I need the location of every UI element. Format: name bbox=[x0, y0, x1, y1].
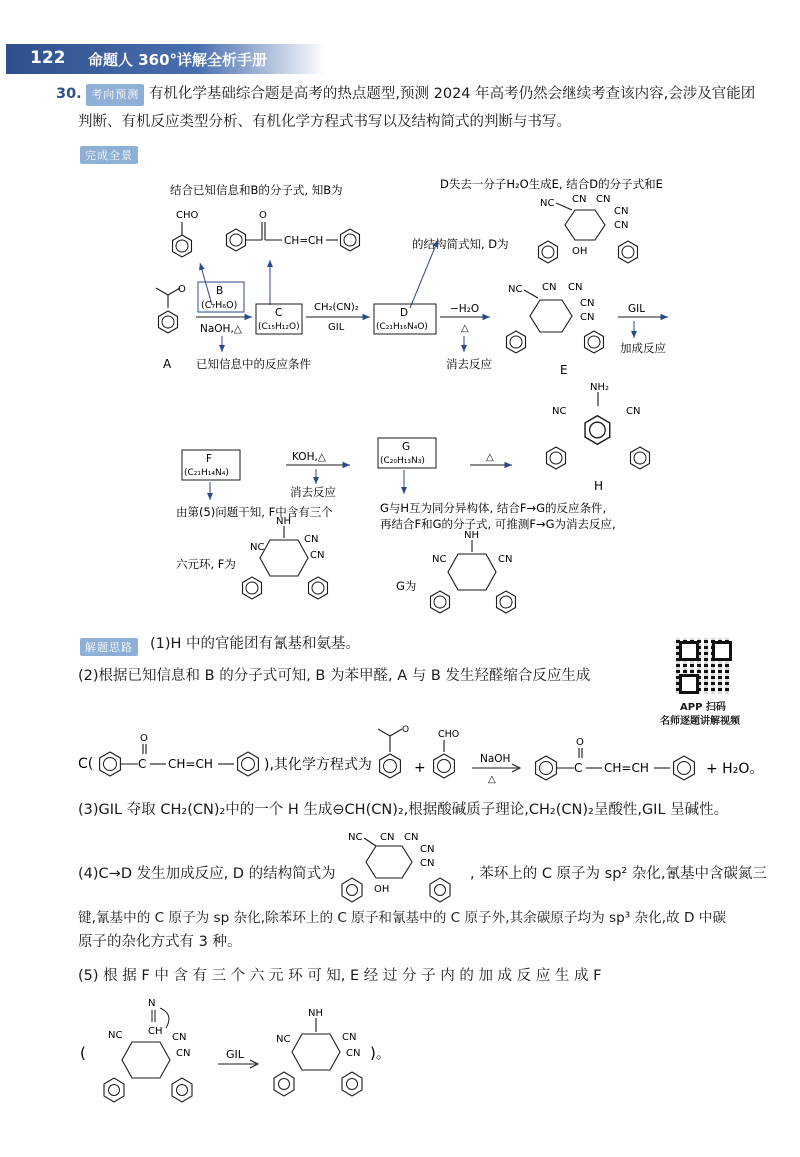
qr-caption-2: 名师逐题讲解视频 bbox=[660, 716, 740, 727]
analysis-tag: 解题思路 bbox=[80, 636, 138, 656]
svg-text:),其化学方程式为: ),其化学方程式为 bbox=[264, 757, 372, 773]
svg-text:NH₂: NH₂ bbox=[590, 382, 610, 393]
reagent-de: −H₂O bbox=[450, 303, 480, 315]
svg-text:CN: CN bbox=[404, 832, 419, 843]
svg-text:NC: NC bbox=[348, 832, 363, 843]
svg-text:(: ( bbox=[80, 1044, 86, 1062]
note-g-line-2: 再结合F和G的分子式, 可推测F→G为消去反应, bbox=[380, 517, 616, 531]
cond-a: NaOH,△ bbox=[200, 323, 242, 335]
d-structure-inline bbox=[330, 826, 470, 906]
svg-text:CN: CN bbox=[176, 1048, 191, 1059]
box-f-label: F bbox=[206, 453, 213, 465]
h-structure bbox=[547, 382, 650, 469]
svg-text:NC: NC bbox=[552, 406, 567, 417]
svg-text:NC: NC bbox=[540, 198, 555, 209]
note-ef: 加成反应 bbox=[620, 341, 666, 355]
reagent-cd-top: CH₂(CN)₂ bbox=[314, 302, 359, 313]
box-b-label: B bbox=[216, 285, 224, 297]
reagent-cd-bottom: GIL bbox=[328, 322, 345, 333]
analysis-p4d: 原子的杂化方式有 3 种。 bbox=[78, 934, 242, 950]
svg-text:NC: NC bbox=[250, 542, 265, 553]
svg-text:CN: CN bbox=[626, 406, 641, 417]
cho-label: CHO bbox=[176, 210, 199, 221]
svg-text:CN: CN bbox=[542, 282, 557, 293]
svg-text:△: △ bbox=[488, 774, 496, 785]
svg-text:CN: CN bbox=[420, 858, 435, 869]
reagent-ef: GIL bbox=[628, 303, 646, 315]
note-g-line-1: G与H互为同分异构体, 结合F→G的反应条件, bbox=[380, 501, 607, 515]
forecast-tag: 考向预测 bbox=[86, 84, 144, 106]
analysis-p5: (5) 根 据 F 中 含 有 三 个 六 元 环 可 知, E 经 过 分 子 内 的 加 成 反 应 生 成 F bbox=[78, 968, 602, 984]
svg-text:CN: CN bbox=[304, 534, 319, 545]
box-c-label: C bbox=[275, 307, 283, 319]
note-d-line-1: D失去一分子H₂O生成E, 结合D的分子式和E bbox=[440, 177, 663, 191]
analysis-p1: (1)H 中的官能团有氰基和氨基。 bbox=[150, 636, 361, 652]
svg-text:C: C bbox=[138, 757, 147, 771]
svg-text:CH: CH bbox=[148, 1026, 163, 1037]
chalcone-link: CH=CH bbox=[284, 235, 324, 247]
note-fg: 消去反应 bbox=[290, 485, 336, 499]
analysis-p3: (3)GIL 夺取 CH₂(CN)₂中的一个 H 生成⊖CH(CN)₂,根据酸碱质子理论,CH₂(CN)₂呈酸性,GIL 呈碱性。 bbox=[78, 802, 729, 818]
svg-text:CN: CN bbox=[346, 1048, 361, 1059]
svg-text:OH: OH bbox=[572, 246, 588, 257]
svg-text:+: + bbox=[414, 760, 426, 776]
svg-text:CHO: CHO bbox=[438, 729, 460, 740]
svg-text:CH=CH: CH=CH bbox=[168, 757, 213, 771]
svg-text:C(: C( bbox=[78, 756, 94, 772]
note-b: 结合已知信息和B的分子式, 知B为 bbox=[170, 183, 343, 197]
svg-text:CN: CN bbox=[310, 550, 325, 561]
analysis-p2: (2)根据已知信息和 B 的分子式可知, B 为苯甲醛, A 与 B 发生羟醛缩合反应生成 bbox=[78, 668, 591, 684]
svg-text:CN: CN bbox=[580, 298, 595, 309]
label-h: H bbox=[594, 479, 604, 493]
svg-text:NC: NC bbox=[276, 1034, 291, 1045]
chalcone-structure bbox=[227, 210, 360, 251]
box-c-formula: (C₁₅H₁₂O) bbox=[258, 322, 300, 332]
note-de: 消去反应 bbox=[446, 357, 492, 371]
svg-text:NH: NH bbox=[308, 1008, 323, 1019]
arrow-b-to-benzaldehyde bbox=[200, 263, 212, 305]
benzaldehyde-structure bbox=[173, 210, 199, 257]
note-f-line-2: 六元环, F为 bbox=[176, 557, 236, 571]
svg-text:CN: CN bbox=[172, 1032, 187, 1043]
page-header bbox=[0, 44, 800, 74]
intro-line-2: 判断、有机反应类型分析、有机化学方程式书写以及结构简式的判断与书写。 bbox=[78, 114, 571, 130]
svg-text:O: O bbox=[178, 284, 186, 295]
svg-text:OH: OH bbox=[374, 884, 390, 895]
acetophenone-structure bbox=[156, 284, 186, 333]
o-label: O bbox=[259, 210, 267, 221]
label-a: A bbox=[163, 357, 172, 371]
page-number: 122 bbox=[30, 48, 66, 68]
svg-text:CN: CN bbox=[596, 194, 611, 205]
reagent-fg: KOH,△ bbox=[292, 451, 326, 463]
g-structure bbox=[431, 530, 516, 613]
svg-text:NC: NC bbox=[508, 284, 523, 295]
reaction-flow-diagram bbox=[0, 160, 800, 630]
svg-text:NC: NC bbox=[108, 1030, 123, 1041]
svg-text:+ H₂O。: + H₂O。 bbox=[706, 761, 764, 777]
d-structure-top bbox=[539, 194, 638, 263]
overview-tag: 完成全景 bbox=[80, 144, 138, 164]
svg-text:CN: CN bbox=[572, 194, 587, 205]
equation-row-2 bbox=[70, 724, 800, 804]
svg-text:CN: CN bbox=[580, 312, 595, 323]
header-title: 命题人 360°详解全析手册 bbox=[88, 51, 268, 69]
svg-text:C: C bbox=[574, 761, 583, 775]
question-intro bbox=[56, 84, 756, 106]
svg-text:N: N bbox=[148, 998, 156, 1009]
svg-text:O: O bbox=[576, 737, 584, 748]
box-d-label: D bbox=[400, 307, 409, 319]
note-a: 已知信息中的反应条件 bbox=[196, 357, 311, 371]
box-d-formula: (C₂₁H₁₆N₄O) bbox=[376, 322, 428, 332]
e-structure bbox=[507, 282, 604, 353]
box-g-formula: (C₂₀H₁₃N₃) bbox=[380, 456, 425, 466]
svg-text:CN: CN bbox=[342, 1032, 357, 1043]
svg-text:CN: CN bbox=[568, 282, 583, 293]
svg-text:CN: CN bbox=[614, 206, 629, 217]
note-g-line-3: G为 bbox=[396, 579, 417, 593]
f-structure bbox=[243, 516, 328, 599]
svg-text:)。: )。 bbox=[370, 1044, 391, 1062]
equation-row-5 bbox=[70, 992, 490, 1122]
svg-text:CN: CN bbox=[420, 844, 435, 855]
svg-text:NC: NC bbox=[432, 554, 447, 565]
analysis-p4a: (4)C→D 发生加成反应, D 的结构简式为 bbox=[78, 866, 336, 882]
svg-text:O: O bbox=[140, 733, 148, 744]
svg-text:NH: NH bbox=[464, 530, 479, 541]
box-f-formula: (C₂₁H₁₄N₄) bbox=[184, 468, 229, 478]
analysis-p4c: 键,氰基中的 C 原子为 sp 杂化,除苯环上的 C 原子和氰基中的 C 原子外,其余碳原子均为 sp³ 杂化,故 D 中碳 bbox=[78, 910, 726, 926]
svg-text:CH=CH: CH=CH bbox=[604, 761, 649, 775]
question-number: 30. bbox=[56, 86, 82, 102]
note-d-line-2: 的结构简式知, D为 bbox=[412, 237, 509, 251]
intro-line-1: 有机化学基础综合题是高考的热点题型,预测 2024 年高考仍然会继续考查该内容,会涉及官能团 bbox=[148, 86, 756, 102]
box-g-label: G bbox=[402, 441, 411, 453]
svg-text:GIL: GIL bbox=[226, 1048, 244, 1061]
cond-de: △ bbox=[461, 323, 469, 334]
svg-text:NaOH: NaOH bbox=[480, 753, 511, 765]
box-b-formula: (C₇H₆O) bbox=[201, 300, 238, 311]
svg-text:CN: CN bbox=[614, 220, 629, 231]
cond-gh: △ bbox=[486, 452, 494, 463]
analysis-p4b: , 苯环上的 C 原子为 sp² 杂化,氰基中含碳氮三 bbox=[470, 866, 767, 882]
qr-code[interactable] bbox=[676, 638, 732, 694]
svg-text:NH: NH bbox=[276, 516, 291, 527]
qr-caption-1: APP 扫码 bbox=[680, 702, 726, 713]
svg-text:CN: CN bbox=[498, 554, 513, 565]
svg-text:O: O bbox=[402, 725, 410, 735]
note-f-line-1: 由第(5)问题干知, F中含有三个 bbox=[176, 505, 333, 519]
svg-text:CN: CN bbox=[380, 832, 395, 843]
label-e: E bbox=[560, 363, 568, 377]
